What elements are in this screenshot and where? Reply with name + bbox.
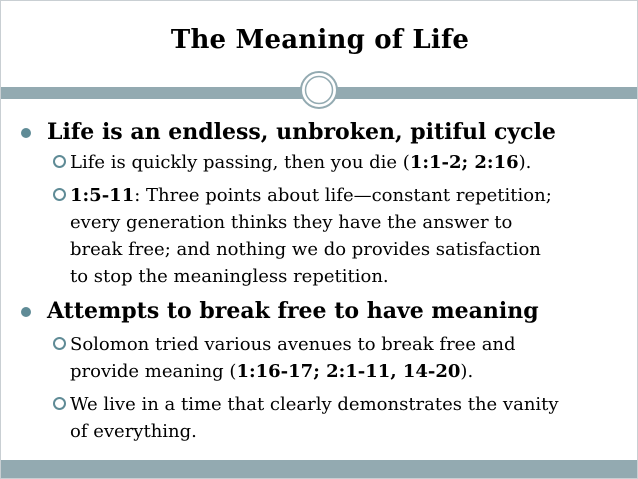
bullet-point-2-heading: Attempts to break free to have meaning <box>47 298 539 324</box>
hollow-bullet-icon <box>53 155 66 168</box>
hollow-bullet-icon <box>53 188 66 201</box>
sub-point-1-2-line-2: every generation thinks they have the answer to <box>70 212 513 233</box>
sub-point-1-2-line-4: to stop the meaningless repetition. <box>70 266 389 287</box>
hollow-bullet-icon <box>53 337 66 350</box>
sub-point-2-2-line-1: We live in a time that clearly demonstrates the vanity <box>70 394 559 415</box>
filled-bullet-icon <box>21 128 31 138</box>
sub-point-2-1-line-1: Solomon tried various avenues to break free and <box>70 334 516 355</box>
hollow-bullet-icon <box>53 397 66 410</box>
bottom-band <box>1 460 638 479</box>
sub-point-2-1-line-2: provide meaning (1:16-17; 2:1-11, 14-20). <box>70 361 474 382</box>
circle-ornament-icon <box>299 70 339 110</box>
sub-point-2-2-line-2: of everything. <box>70 421 197 442</box>
bullet-point-1-heading: Life is an endless, unbroken, pitiful cycle <box>47 119 556 145</box>
sub-point-1-2-line-1: 1:5-11: Three points about life—constant repetition; <box>70 185 552 206</box>
sub-point-1-1-text: Life is quickly passing, then you die (1:1-2; 2:16). <box>70 152 532 173</box>
slide-title: The Meaning of Life <box>170 25 470 55</box>
filled-bullet-icon <box>21 307 31 317</box>
sub-point-1-2-line-3: break free; and nothing we do provides satisfaction <box>70 239 541 260</box>
